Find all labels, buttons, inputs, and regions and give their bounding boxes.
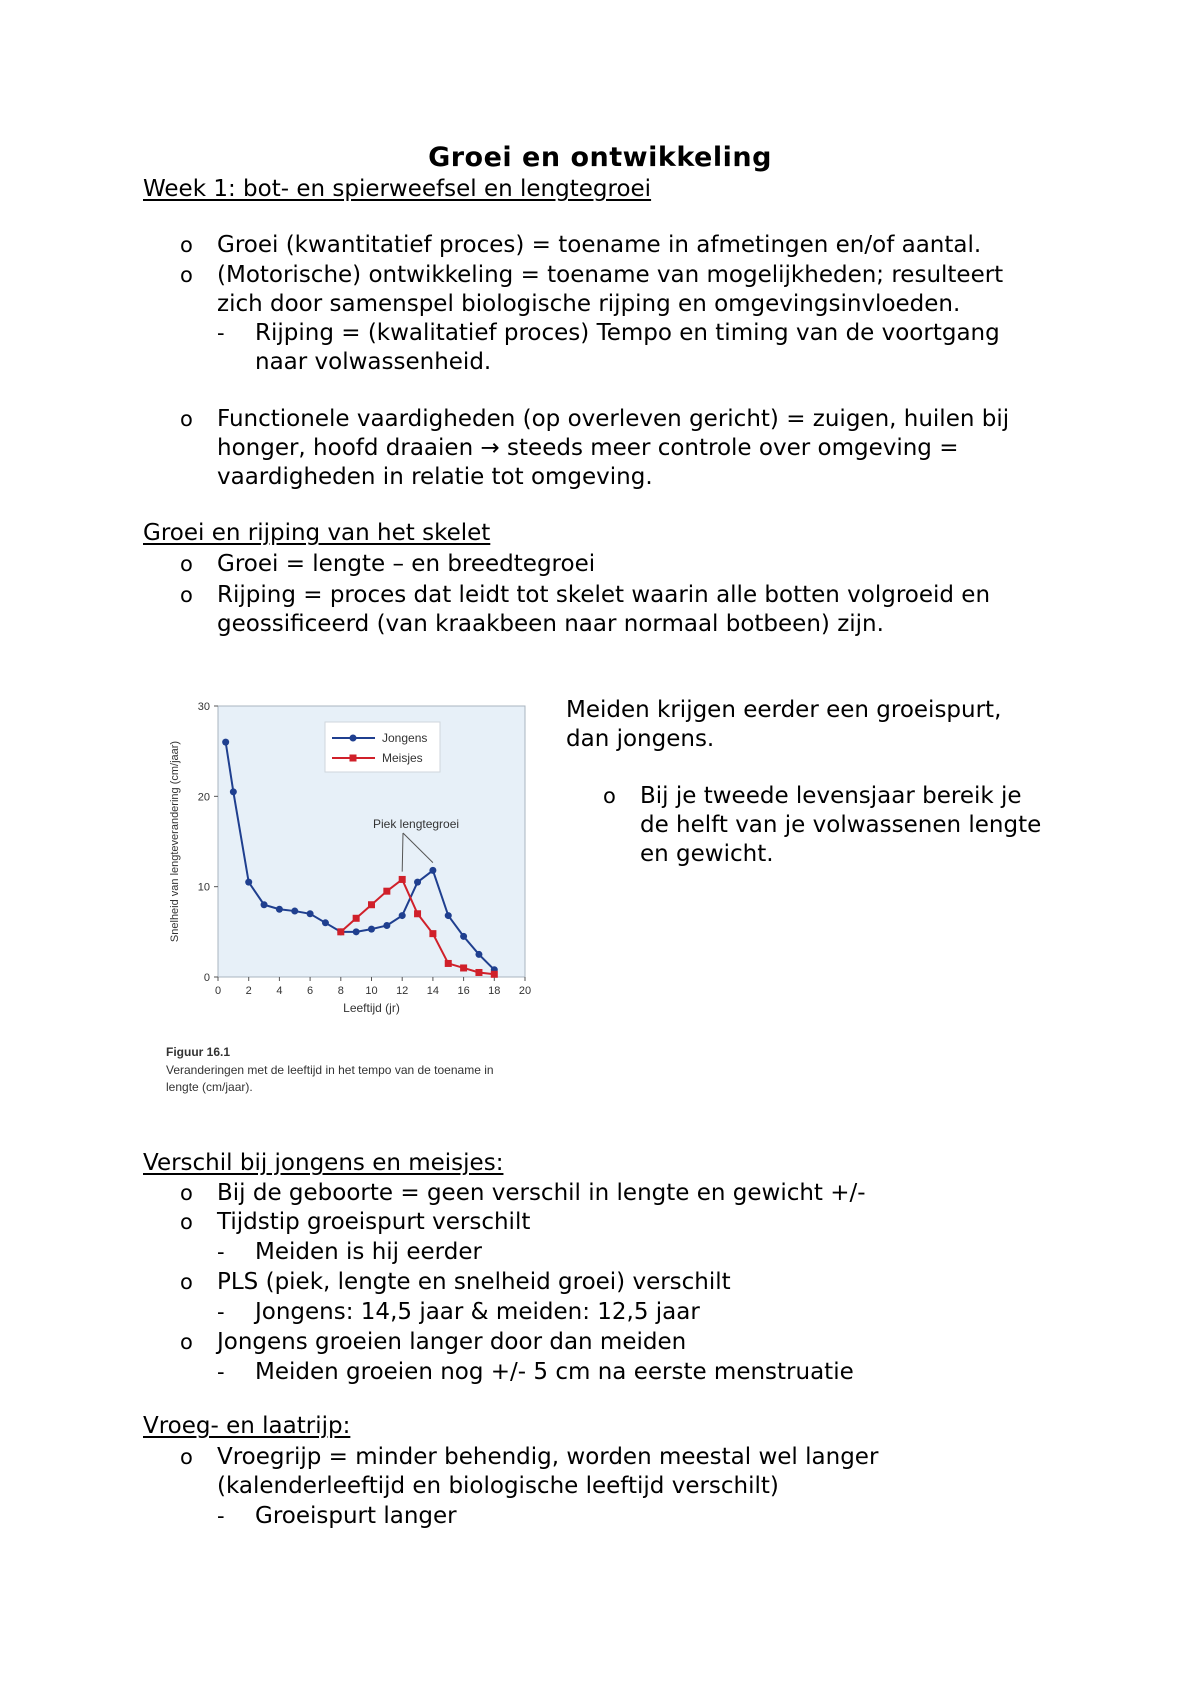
- week-heading: Week 1: bot- en spierweefsel en lengtegroei: [143, 176, 652, 202]
- list-item: Tijdstip groeispurt verschilt: [217, 1209, 531, 1235]
- y-tick-label: 30: [197, 701, 210, 713]
- dash-marker: -: [217, 1504, 225, 1528]
- list-item-continued: honger, hoofd draaien → steeds meer controle over omgeving =: [217, 435, 959, 461]
- x-tick-label: 18: [488, 985, 501, 997]
- side-note-line: dan jongens.: [566, 726, 715, 752]
- y-tick-label: 10: [197, 881, 210, 894]
- list-item: Groei (kwantitatief proces) = toename in afmetingen en/of aantal.: [217, 232, 982, 258]
- data-point-meisjes: [337, 928, 344, 935]
- bullet-marker: o: [180, 1181, 193, 1205]
- y-tick-label: 0: [203, 972, 210, 984]
- data-point-meisjes: [460, 964, 467, 971]
- x-tick-label: 2: [245, 985, 252, 997]
- data-point-jongens: [353, 928, 360, 935]
- list-item: Bij de geboorte = geen verschil in lengte en gewicht +/-: [217, 1180, 866, 1206]
- bullet-marker: o: [180, 1330, 193, 1354]
- x-tick-label: 12: [396, 985, 409, 997]
- figure-caption-title: Figuur 16.1: [166, 1045, 231, 1059]
- list-item: (Motorische) ontwikkeling = toename van mogelijkheden; resulteert: [217, 262, 1004, 288]
- data-point-jongens: [414, 879, 421, 886]
- legend-label: Meisjes: [382, 751, 423, 765]
- side-note-item: Bij je tweede levensjaar bereik je: [640, 783, 1022, 809]
- side-note-item-continued: en gewicht.: [640, 841, 774, 867]
- x-axis-label: Leeftijd (jr): [343, 1001, 400, 1015]
- bullet-marker: o: [180, 407, 193, 431]
- sub-item: Meiden groeien nog +/- 5 cm na eerste menstruatie: [255, 1359, 854, 1385]
- side-note-item-continued: de helft van je volwassenen lengte: [640, 812, 1042, 838]
- data-point-meisjes: [475, 969, 482, 976]
- growth-velocity-chart: [160, 690, 540, 1110]
- bullet-marker: o: [180, 552, 193, 576]
- x-tick-label: 4: [276, 985, 283, 997]
- x-tick-label: 20: [518, 985, 532, 997]
- data-point-meisjes: [399, 876, 406, 883]
- dash-marker: -: [217, 1360, 225, 1384]
- data-point-meisjes: [445, 960, 452, 967]
- data-point-jongens: [475, 951, 482, 958]
- legend-marker: [350, 755, 357, 762]
- bullet-marker: o: [603, 784, 616, 808]
- x-tick-label: 14: [426, 985, 440, 997]
- section-heading-vroeg-laatrijp: Vroeg- en laatrijp:: [143, 1413, 351, 1439]
- y-axis-label: Snelheid van lengteverandering (cm/jaar): [169, 740, 181, 943]
- x-tick-label: 6: [307, 985, 314, 997]
- page-title: Groei en ontwikkeling: [428, 142, 772, 173]
- data-point-jongens: [291, 908, 298, 915]
- x-tick-label: 16: [457, 985, 470, 997]
- data-point-meisjes: [383, 888, 390, 895]
- dash-marker: -: [217, 1240, 225, 1264]
- bullet-marker: o: [180, 1210, 193, 1234]
- x-tick-label: 0: [214, 985, 222, 997]
- data-point-meisjes: [368, 901, 375, 908]
- data-point-meisjes: [353, 915, 360, 922]
- sub-item-continued: naar volwassenheid.: [255, 349, 492, 375]
- list-item: Groei = lengte – en breedtegroei: [217, 551, 596, 577]
- section-heading-verschil: Verschil bij jongens en meisjes:: [143, 1150, 504, 1176]
- bullet-marker: o: [180, 233, 193, 257]
- figure-caption-line: lengte (cm/jaar).: [166, 1080, 253, 1094]
- figure-caption-line: Veranderingen met de leeftijd in het tempo van de toename in: [166, 1063, 494, 1077]
- list-item: PLS (piek, lengte en snelheid groei) verschilt: [217, 1269, 731, 1295]
- list-item: Functionele vaardigheden (op overleven gericht) = zuigen, huilen bij: [217, 406, 1010, 432]
- data-point-jongens: [322, 919, 329, 926]
- sub-item: Rijping = (kwalitatief proces) Tempo en timing van de voortgang: [255, 320, 1000, 346]
- dash-marker: -: [217, 321, 225, 345]
- data-point-meisjes: [491, 971, 498, 978]
- list-item-continued: geossificeerd (van kraakbeen naar normaal botbeen) zijn.: [217, 611, 884, 637]
- annotation-label: Piek lengtegroei: [373, 817, 460, 831]
- y-tick-label: 20: [197, 791, 210, 804]
- x-tick-label: 10: [365, 985, 378, 997]
- legend-marker: [350, 735, 357, 742]
- dash-marker: -: [217, 1300, 225, 1324]
- legend-label: Jongens: [382, 731, 428, 745]
- data-point-jongens: [222, 739, 229, 746]
- data-point-jongens: [399, 912, 406, 919]
- bullet-marker: o: [180, 1270, 193, 1294]
- data-point-jongens: [445, 912, 452, 919]
- data-point-jongens: [307, 910, 314, 917]
- data-point-jongens: [245, 879, 252, 886]
- list-item: Rijping = proces dat leidt tot skelet waarin alle botten volgroeid en: [217, 582, 991, 608]
- data-point-jongens: [368, 926, 375, 933]
- list-item-continued: (kalenderleeftijd en biologische leeftijd verschilt): [217, 1473, 779, 1499]
- list-item: Vroegrijp = minder behendig, worden meestal wel langer: [217, 1444, 879, 1470]
- data-point-jongens: [460, 933, 467, 940]
- sub-item: Jongens: 14,5 jaar & meiden: 12,5 jaar: [255, 1299, 700, 1325]
- section-heading-skelet: Groei en rijping van het skelet: [143, 520, 491, 546]
- list-item-continued: vaardigheden in relatie tot omgeving.: [217, 464, 653, 490]
- list-item: Jongens groeien langer door dan meiden: [217, 1329, 687, 1355]
- data-point-jongens: [383, 922, 390, 929]
- sub-item: Meiden is hij eerder: [255, 1239, 482, 1265]
- data-point-meisjes: [414, 910, 421, 917]
- bullet-marker: o: [180, 583, 193, 607]
- side-note-line: Meiden krijgen eerder een groeispurt,: [566, 697, 1002, 723]
- sub-item: Groeispurt langer: [255, 1503, 457, 1529]
- data-point-jongens: [429, 867, 436, 874]
- data-point-jongens: [276, 906, 283, 913]
- x-tick-label: 8: [337, 985, 344, 997]
- data-point-meisjes: [429, 930, 436, 937]
- bullet-marker: o: [180, 263, 193, 287]
- data-point-jongens: [261, 901, 268, 908]
- bullet-marker: o: [180, 1445, 193, 1469]
- data-point-jongens: [230, 788, 237, 795]
- list-item-continued: zich door samenspel biologische rijping en omgevingsinvloeden.: [217, 291, 961, 317]
